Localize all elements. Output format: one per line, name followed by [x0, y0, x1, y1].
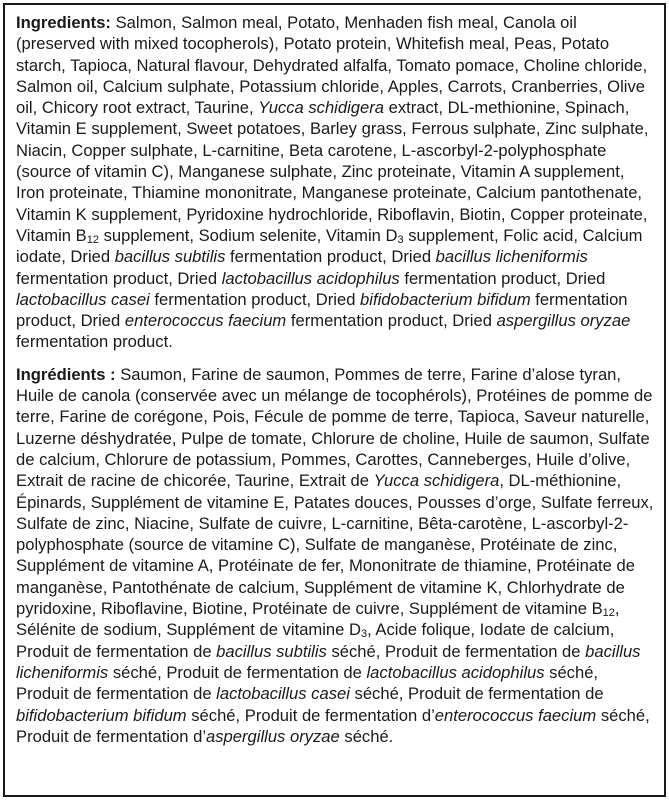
subscript: 3 — [397, 233, 404, 246]
ingredients-heading-en: Ingredients: — [16, 13, 111, 32]
ingredients-english — [16, 12, 655, 353]
ingredient-text: fermentation product, Dried — [225, 247, 436, 267]
italic-term: aspergillus oryzae — [496, 311, 631, 331]
italic-term: bifidobacterium bifidum — [16, 705, 187, 725]
ingredient-text: Saumon, Farine de saumon, Pommes de terre, Farine d’alose tyran, Huile de canola (conservée avec un mélange de tocophérols), Protéines de pomme de terre, Farine de corégone, Pois, Fécule de pomme de terre, Tapioca, Saveur naturelle, Luzerne déshydratée, Pulpe de tomate, Chlorure de choline, Huile de saumon, Sulfate de calcium, Chlorure de potassium, Pommes, Carottes, Canneberges, Huile d’olive, Extrait de racine de chicorée, Taurine, Extrait de — [16, 364, 653, 491]
subscript: 12 — [602, 607, 615, 620]
ingredient-text: supplement, Folic acid, Calcium iodate, Dried — [16, 225, 643, 267]
ingredient-text: séché. — [339, 726, 394, 746]
italic-term: bacillus subtilis — [216, 641, 327, 661]
italic-term: enterococcus faecium — [124, 311, 287, 331]
ingredient-text: fermentation product, Dried — [16, 289, 628, 331]
italic-term: Yucca schidigera — [373, 471, 500, 491]
italic-term: lactobacillus casei — [16, 289, 150, 309]
ingredient-text: , DL-méthionine, Épinards, Supplément de vitamine E, Patates douces, Pousses d’orge, Sulfate ferreux, Sulfate de zinc, Niacine, Sulfate de cuivre, L-carnitine, Bêta-carotène, L-ascorbyl-2-polyphosphate (source de vitamine C), Sulfate de manganèse, Protéinate de zinc, Supplément de vitamine A, Protéinate de fer, Mononitrate de thiamine, Protéinate de manganèse, Pantothénate de calcium, Supplément de vitamine K, Chlorhydrate de pyridoxine, Riboflavine, Biotine, Protéinate de cuivre, Supplément de vitamine B — [16, 471, 654, 619]
subscript: 12 — [86, 233, 99, 246]
italic-term: bacillus subtilis — [114, 247, 226, 267]
italic-term: bifidobacterium bifidum — [360, 289, 531, 309]
ingredient-text: fermentation product. — [16, 332, 173, 352]
ingredient-text: Salmon, Salmon meal, Potato, Menhaden fish meal, Canola oil (preserved with mixed tocopherols), Potato protein, Whitefish meal, Peas, Potato starch, Tapioca, Natural flavour, Dehydrated alfalfa, Tomato pomace, Choline chloride, Salmon oil, Calcium sulphate, Potassium chloride, Apples, Carrots, Cranberries, Olive oil, Chicory root extract, Taurine, — [16, 13, 648, 118]
italic-term: enterococcus faecium — [434, 705, 597, 725]
ingredient-text: séché, Produit de fermentation de — [349, 684, 604, 704]
italic-term: lactobacillus casei — [216, 684, 350, 704]
ingredient-text: séché, Produit de fermentation de — [16, 662, 599, 704]
ingredient-text: supplement, Sodium selenite, Vitamin D — [98, 225, 398, 245]
italic-term: lactobacillus acidophilus — [366, 662, 545, 682]
ingredient-text: , Acide folique, Iodate de calcium, Produit de fermentation de — [16, 620, 615, 661]
ingredient-text: séché, Produit de fermentation d’ — [186, 705, 435, 725]
ingredient-text: séché, Produit de fermentation de — [326, 641, 586, 661]
ingredients-panel — [3, 3, 666, 797]
ingredient-text: fermentation product, Dried — [286, 311, 497, 331]
ingredient-text: fermentation product, Dried — [16, 268, 222, 288]
ingredient-text: fermentation product, Dried — [399, 268, 606, 288]
ingredient-text: fermentation product, Dried — [149, 289, 361, 309]
subscript: 3 — [360, 628, 368, 641]
ingredient-text: séché, Produit de fermentation d’ — [16, 705, 650, 746]
ingredients-french — [16, 364, 655, 747]
ingredients-heading-fr: Ingrédients : — [16, 364, 116, 384]
italic-term: bacillus licheniformis — [16, 641, 641, 682]
italic-term: Yucca schidigera — [258, 98, 384, 118]
italic-term: bacillus licheniformis — [435, 247, 588, 267]
ingredient-text: extract, DL-methionine, Spinach, Vitamin E supplement, Sweet potatoes, Barley grass, Ferrous sulphate, Zinc sulphate, Niacin, Copper sulphate, L-carnitine, Beta carotene, L-ascorbyl-2-polyphosphate (source of vitamin C), Manganese sulphate, Zinc proteinate, Vitamin A supplement, Iron proteinate, Thiamine mononitrate, Manganese proteinate, Calcium pantothenate, Vitamin K supplement, Pyridoxine hydrochloride, Riboflavin, Biotin, Copper proteinate, Vitamin B — [16, 98, 649, 245]
ingredient-text: , Sélénite de sodium, Supplément de vitamine D — [16, 599, 620, 640]
ingredient-text: séché, Produit de fermentation de — [108, 662, 367, 682]
italic-term: lactobacillus acidophilus — [221, 268, 400, 288]
italic-term: aspergillus oryzae — [206, 726, 340, 746]
